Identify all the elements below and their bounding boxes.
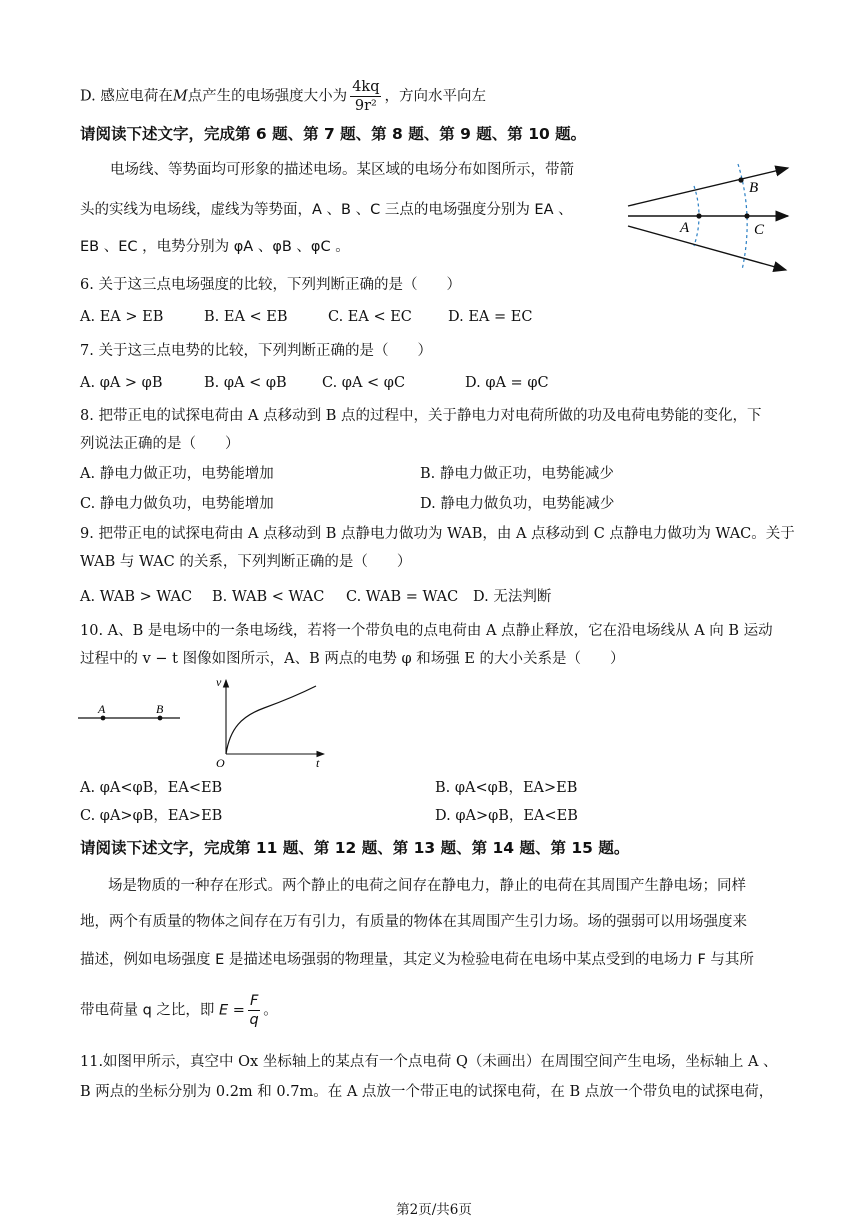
label-b: B	[156, 702, 164, 716]
question-6: 6. 关于这三点电场强度的比较，下列判断正确的是（ ）	[80, 277, 461, 293]
q6-option-b: B. EA < EB	[204, 309, 288, 325]
q8-option-b: B. 静电力做正功，电势能减少	[420, 466, 614, 482]
q7-option-c: C. φA < φC	[322, 375, 406, 391]
v-t-curve	[226, 686, 316, 754]
q9-option-a: A. WAB > WAC	[80, 589, 193, 605]
question-9-line1: 9. 把带正电的试探电荷由 A 点移动到 B 点静电力做功为 WAB，由 A 点移动到 C 点静电力做功为 WAC。关于	[80, 526, 795, 542]
question-9-line2: WAB 与 WAC 的关系，下列判断正确的是（ ）	[80, 554, 412, 570]
field-lines-figure	[622, 158, 797, 278]
q8-option-c: C. 静电力做负功，电势能增加	[80, 496, 274, 512]
q9-option-d: D. 无法判断	[473, 589, 552, 605]
paragraph-line: 描述，例如电场强度 E 是描述电场强弱的物理量，其定义为检验电荷在电场中某点受到的电场力 F 与其所	[80, 952, 754, 968]
label-a: A	[680, 220, 690, 236]
q10-option-c: C. φA>φB，EA>EB	[80, 808, 223, 824]
page-footer: 第2页/共6页	[396, 1202, 472, 1218]
point-c	[744, 213, 749, 218]
question-8-line2: 列说法正确的是（ ）	[80, 436, 240, 452]
paragraph-line: 带电荷量 q 之比，即 E = $\frac{F}{q}$ 。	[80, 993, 278, 1028]
question-8-line1: 8. 把带正电的试探电荷由 A 点移动到 B 点的过程中，关于静电力对电荷所做的功及电荷电势能的变化，下	[80, 408, 762, 424]
label-a: A	[98, 702, 106, 716]
q8-option-d: D. 静电力做负功，电势能减少	[420, 496, 615, 512]
q6-option-c: C. EA < EC	[328, 309, 412, 325]
point-a	[101, 716, 106, 721]
q6-option-a: A. EA > EB	[80, 309, 164, 325]
q10-option-a: A. φA<φB，EA<EB	[80, 780, 223, 796]
q10-option-d: D. φA>φB，EA<EB	[435, 808, 578, 824]
axis-t-label: t	[316, 756, 320, 770]
paragraph-line: 场是物质的一种存在形式。两个静止的电荷之间存在静电力，静止的电荷在其周围产生静电场；同样	[108, 878, 746, 894]
q7-option-d: D. φA = φC	[465, 375, 549, 391]
q7-option-b: B. φA < φB	[204, 375, 287, 391]
paragraph-line: 头的实线为电场线，虚线为等势面，A 、B 、C 三点的电场强度分别为 EA 、	[80, 202, 573, 218]
q7-option-a: A. φA > φB	[80, 375, 163, 391]
q9-option-b: B. WAB < WAC	[212, 589, 325, 605]
v-t-graph	[212, 674, 334, 770]
question-11-line2: B 两点的坐标分别为 0.2m 和 0.7m。在 A 点放一个带正电的试探电荷，在 B 点放一个带负电的试探电荷，	[80, 1084, 774, 1100]
question-10-line1: 10. A、B 是电场中的一条电场线，若将一个带负电的点电荷由 A 点静止释放，它在沿电场线从 A 向 B 运动	[80, 623, 773, 639]
fraction-f-over-q: $\frac{F}{q}$	[249, 993, 259, 1028]
paragraph-line: EB 、EC ，电势分别为 φA 、φB 、φC 。	[80, 239, 350, 255]
question-10-line2: 过程中的 v − t 图像如图所示，A、B 两点的电势 φ 和场强 E 的大小关系是（ ）	[80, 651, 625, 667]
point-a	[696, 213, 701, 218]
paragraph-line: 地，两个有质量的物体之间存在万有引力，有质量的物体在其周围产生引力场。场的强弱可以用场强度来	[80, 914, 747, 930]
section-heading-11-15: 请阅读下述文字，完成第 11 题、第 12 题、第 13 题、第 14 题、第 15 题。	[80, 839, 630, 857]
q6-option-d: D. EA = EC	[448, 309, 533, 325]
field-line-ab-figure	[76, 700, 186, 730]
paragraph-line: 电场线、等势面均可形象的描述电场。某区域的电场分布如图所示，带箭	[110, 162, 574, 178]
field-line-upper	[628, 168, 788, 206]
point-b	[158, 716, 163, 721]
section-heading-6-10: 请阅读下述文字，完成第 6 题、第 7 题、第 8 题、第 9 题、第 10 题。	[80, 125, 587, 143]
q10-option-b: B. φA<φB，EA>EB	[435, 780, 578, 796]
axis-v-label: v	[216, 675, 222, 689]
question-11-line1: 11.如图甲所示，真空中 Ox 坐标轴上的某点有一个点电荷 Q（未画出）在周围空间产生电场，坐标轴上 A 、	[80, 1054, 778, 1070]
q5-option-d: D. 感应电荷在M点产生的电场强度大小为 $\frac{4kq}{\text{9r²}}$ ，方向水平向左	[80, 79, 486, 114]
q9-option-c: C. WAB = WAC	[346, 589, 459, 605]
fraction-4kq-9r2: $\frac{4kq}{\text{9r²}}$	[352, 79, 380, 114]
origin-label: O	[216, 756, 225, 770]
question-7: 7. 关于这三点电势的比较，下列判断正确的是（ ）	[80, 343, 432, 359]
point-b	[738, 177, 743, 182]
q8-option-a: A. 静电力做正功，电势能增加	[80, 466, 274, 482]
label-c: C	[754, 222, 765, 238]
label-b: B	[749, 180, 759, 196]
